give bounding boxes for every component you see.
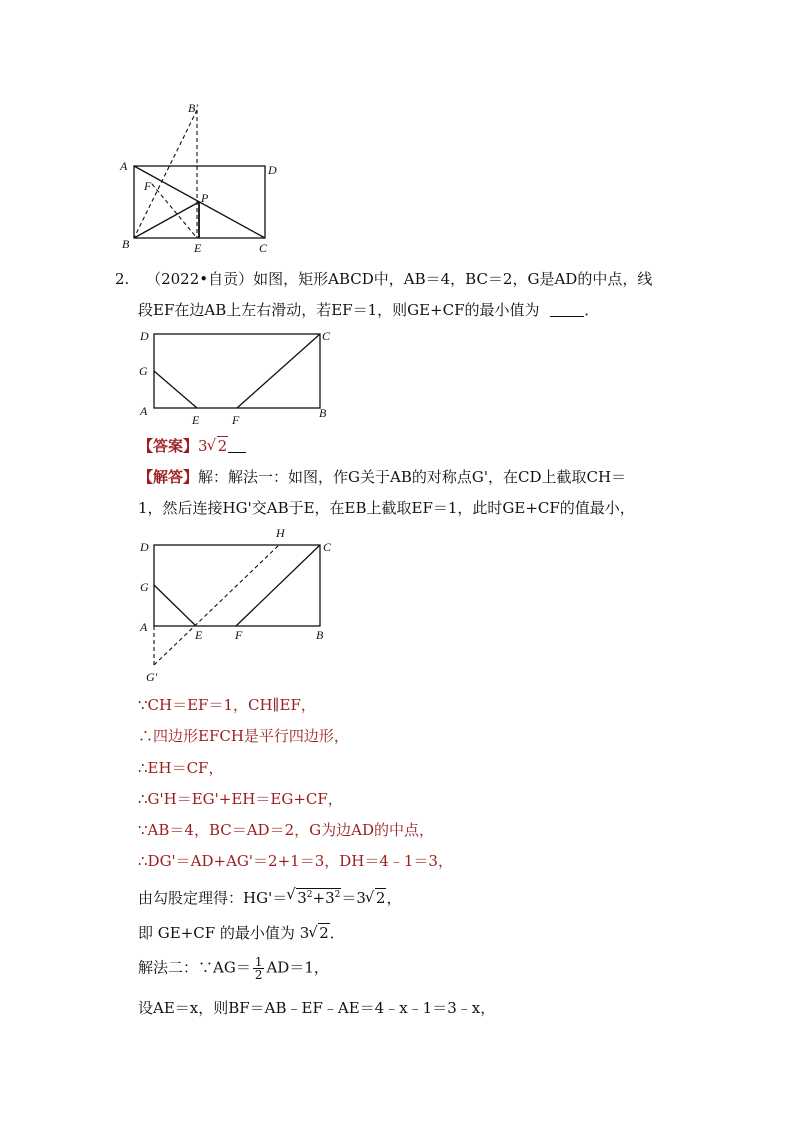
pythagoras-line: 由勾股定理得：HG'＝√ $3^2+3^2=3√$ 2， (138, 884, 401, 909)
figure-3-diagram (130, 525, 340, 685)
pythagoras-prefix: 由勾股定理得：HG'＝ (138, 889, 288, 907)
step-3: ∴EH＝CF， (138, 759, 224, 777)
step-2: ∴四边形EFCH是平行四边形， (138, 727, 349, 745)
problem-text-2: 段EF在边AB上左右滑动，若EF＝1，则GE+CF的最小值为 (138, 301, 540, 319)
method-2-suffix: AD＝1， (266, 958, 329, 977)
problem-number: 2. (115, 270, 130, 288)
step-6: ∴DG'＝AD+AG'＝2+1＝3，DH＝4﹣1＝3， (138, 852, 453, 870)
solution-text-1: 解：解法一：如图，作G关于AB的对称点G'，在CD上截取CH＝ (198, 468, 627, 486)
dashed-bb-prime (134, 110, 197, 238)
segment-bp (134, 202, 199, 238)
label-b: B (316, 628, 324, 642)
problem-text-1: （2022•自贡）如图，矩形ABCD中，AB＝4，BC＝2，G是AD的中点，线 (146, 270, 653, 288)
method-2-line (138, 956, 329, 981)
answer-blank (550, 302, 584, 317)
label-g: G (140, 580, 149, 594)
method-2-prefix: 解法二：∵AG＝ (138, 958, 251, 977)
segment-fc (237, 334, 320, 408)
label-g: G (139, 364, 148, 378)
label-c: C (259, 241, 268, 255)
answer-radical: √ 2 (208, 435, 229, 457)
label-c: C (323, 540, 332, 554)
label-e: E (195, 628, 203, 642)
fraction-one-half: $\frac{1}{2}$ (254, 955, 263, 982)
solution-line-1 (138, 466, 626, 488)
dashed-fe (152, 184, 197, 238)
figure-2-diagram (130, 326, 340, 430)
label-d: D (268, 163, 277, 177)
segment-fc (236, 545, 320, 626)
label-d: D (140, 329, 149, 343)
label-a: A (140, 620, 148, 634)
label-a: A (140, 404, 148, 418)
step-5: ∵AB＝4，BC＝AD＝2，G为边AD的中点， (138, 821, 434, 839)
solution-text-2: 1，然后连接HG'交AB于E，在EB上截取EF＝1，此时GE+CF的值最小， (138, 499, 635, 517)
min-value-prefix: 即 GE+CF 的最小值为 3 (138, 924, 310, 942)
label-a: A (120, 159, 128, 173)
figure-1-diagram (115, 98, 290, 258)
step-4: ∴G'H＝EG'+EH＝EG+CF， (138, 790, 343, 808)
label-p: P (201, 191, 209, 205)
label-d: D (140, 540, 149, 554)
problem-line-2 (138, 299, 599, 321)
label-f: F (232, 413, 240, 427)
label-c: C (322, 329, 331, 343)
rectangle-abcd (154, 334, 320, 408)
label-b: B (319, 406, 327, 420)
label-f: F (235, 628, 243, 642)
label-h: H (276, 526, 285, 540)
label-e: E (192, 413, 200, 427)
last-line: 设AE＝x，则BF＝AB﹣EF﹣AE＝4﹣x﹣1＝3﹣x， (138, 999, 496, 1017)
label-f: F (144, 179, 152, 193)
label-b: B (122, 237, 130, 251)
problem-text-2-end: ． (584, 301, 600, 319)
answer-line (138, 435, 246, 457)
answer-tag: 【答案】 (138, 437, 199, 455)
pythagoras-radical: √ $3^2+3^2$ (287, 884, 341, 909)
segment-ge (154, 371, 197, 408)
min-value-line: 即 GE+CF 的最小值为 3√ 2． (138, 922, 345, 944)
solution-line-2 (138, 497, 635, 519)
answer-underline (228, 438, 246, 453)
segment-ge (154, 585, 196, 626)
label-g-prime: G' (146, 670, 158, 684)
label-b-prime: B' (188, 101, 198, 115)
answer-coef: 3 (198, 437, 208, 455)
min-value-radical: √ 2 (309, 922, 330, 944)
solution-tag: 【解答】 (138, 468, 199, 486)
step-1: ∵CH＝EF＝1，CH∥EF， (138, 696, 316, 714)
label-e: E (194, 241, 202, 255)
dashed-g-prime-h (154, 545, 279, 665)
problem-line-1 (115, 268, 652, 290)
pythagoras-result-radical: √ 2 (366, 887, 387, 909)
